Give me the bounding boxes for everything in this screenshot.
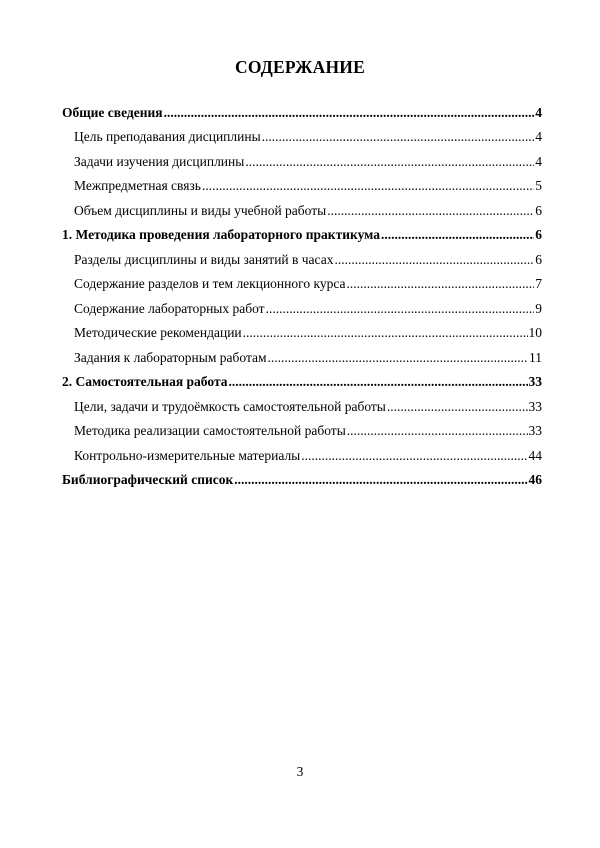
toc-page-number: 4 (535, 104, 542, 120)
toc-page-number: 4 (535, 129, 542, 144)
toc-entry-general-info[interactable] (62, 96, 542, 121)
toc-page-number: 33 (528, 374, 542, 389)
toc-dot-leader (245, 154, 534, 170)
toc-page-number: 9 (535, 300, 542, 316)
toc-entry-teaching-goal[interactable] (62, 121, 542, 146)
page-number: 3 (296, 764, 304, 779)
toc-page-number: 7 (535, 276, 542, 291)
toc-page-number: 11 (529, 349, 542, 365)
toc-dot-leader (387, 399, 528, 415)
toc-entry-label: Содержание разделов и тем лекционного курса (74, 276, 346, 291)
toc-entry-label: Цели, задачи и трудоёмкость самостоятельной работы (74, 398, 386, 414)
toc-entry-label: Разделы дисциплины и виды занятий в часах (74, 251, 334, 267)
toc-dot-leader (229, 374, 528, 390)
toc-page-number: 4 (535, 153, 542, 169)
toc-dot-leader (268, 350, 528, 366)
toc-dot-leader (381, 227, 534, 243)
toc-entry-lecture-content[interactable] (62, 268, 542, 293)
toc-entry-label: Методика реализации самостоятельной работы (74, 423, 346, 438)
toc-dot-leader (262, 129, 535, 145)
toc-page-number: 46 (528, 472, 542, 487)
toc-entry-label: Содержание лабораторных работ (74, 300, 265, 316)
toc-page-number: 6 (535, 202, 542, 218)
toc-entry-label: 2. Самостоятельная работа (62, 374, 228, 389)
toc-dot-leader (334, 252, 534, 268)
toc-entry-lab-content[interactable] (62, 292, 542, 317)
toc-page-number: 33 (528, 398, 542, 414)
toc-page-number: 33 (528, 423, 542, 438)
toc-entry-self-study-method[interactable] (62, 415, 542, 440)
toc-entry-lab-assignments[interactable] (62, 341, 542, 366)
toc-page-number: 44 (528, 447, 542, 463)
toc-dot-leader (234, 472, 527, 488)
toc-entry-interdisciplinary-link[interactable] (62, 170, 542, 195)
toc-entry-bibliography[interactable] (62, 464, 542, 489)
toc-entry-lab-methodology[interactable] (62, 219, 542, 244)
toc-entry-label: Библиографический список (62, 472, 234, 487)
toc-entry-label: Задачи изучения дисциплины (74, 153, 245, 169)
toc-entry-label: Цель преподавания дисциплины (74, 129, 261, 144)
page-title: СОДЕРЖАНИЕ (234, 57, 365, 77)
toc-entry-course-sections-hours[interactable] (62, 243, 542, 268)
toc-dot-leader (202, 178, 534, 194)
toc-dot-leader (243, 325, 528, 341)
table-of-contents (62, 96, 542, 488)
toc-entry-course-volume[interactable] (62, 194, 542, 219)
toc-page-number: 10 (528, 325, 542, 340)
toc-entry-assessment-materials[interactable] (62, 439, 542, 464)
toc-dot-leader (327, 203, 534, 219)
toc-dot-leader (164, 105, 535, 121)
toc-dot-leader (266, 301, 535, 317)
toc-dot-leader (347, 423, 528, 439)
toc-entry-methodical-recommendations[interactable] (62, 317, 542, 342)
toc-entry-study-tasks[interactable] (62, 145, 542, 170)
toc-entry-label: Методические рекомендации (74, 325, 242, 340)
toc-entry-label: Общие сведения (62, 104, 163, 120)
toc-dot-leader (346, 276, 534, 292)
toc-page-number: 5 (535, 178, 542, 193)
toc-entry-label: 1. Методика проведения лабораторного практикума (62, 227, 380, 242)
toc-entry-label: Задания к лабораторным работам (74, 349, 267, 365)
toc-entry-self-study-goals[interactable] (62, 390, 542, 415)
toc-entry-label: Контрольно-измерительные материалы (74, 447, 301, 463)
toc-page-number: 6 (535, 251, 542, 267)
toc-dot-leader (301, 448, 527, 464)
toc-page-number: 6 (535, 227, 542, 242)
toc-entry-label: Объем дисциплины и виды учебной работы (74, 202, 327, 218)
toc-entry-label: Межпредметная связь (74, 178, 201, 193)
toc-entry-self-study[interactable] (62, 366, 542, 391)
